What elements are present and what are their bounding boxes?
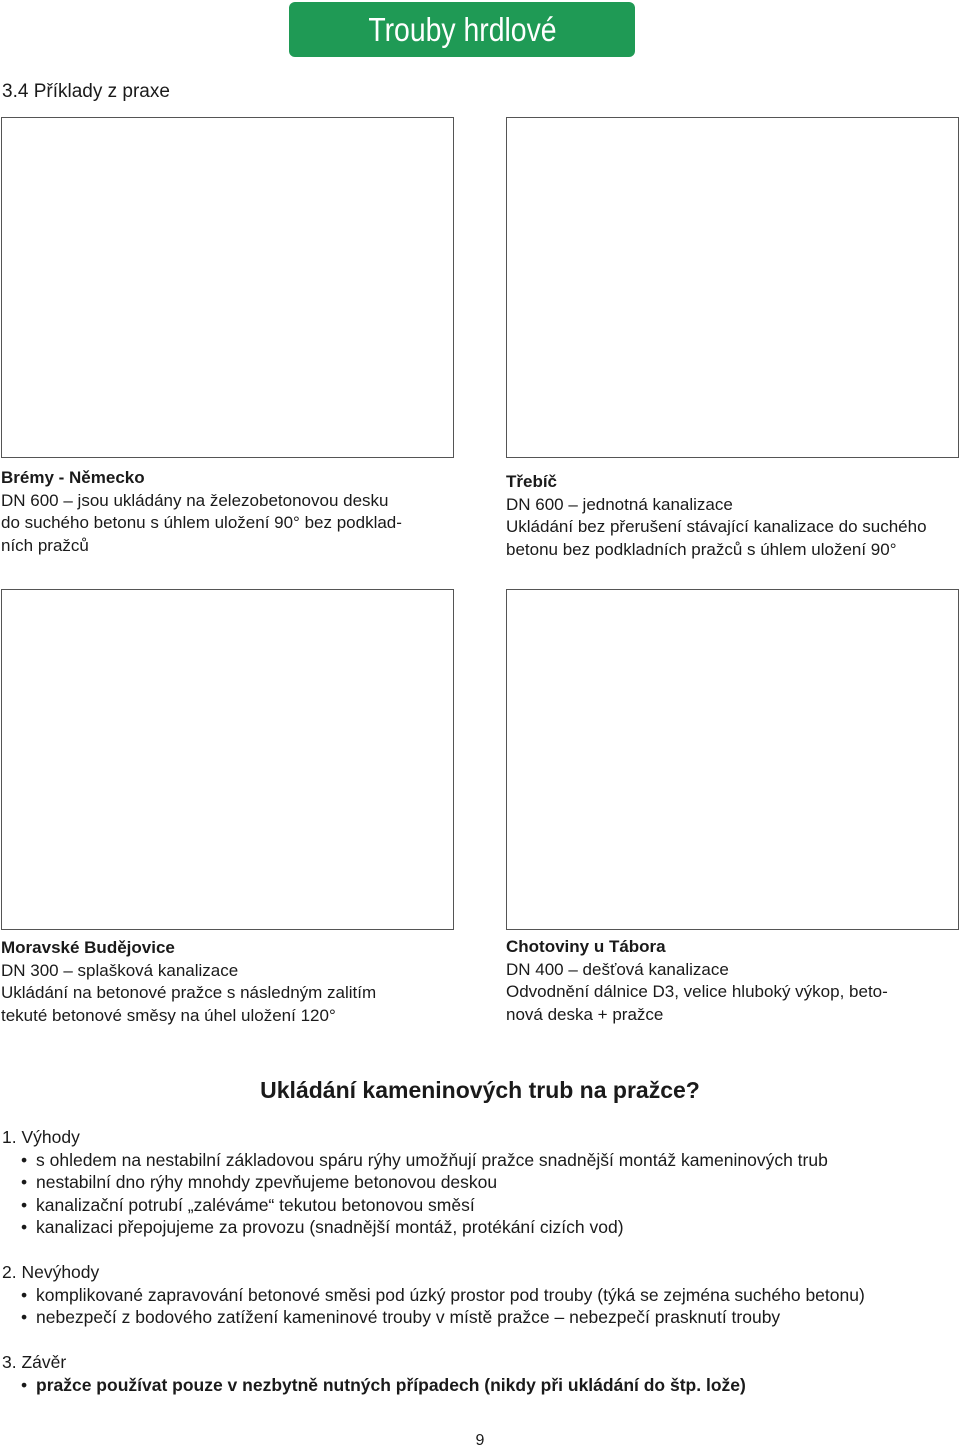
bullet-icon: • — [21, 1149, 28, 1170]
advantages-section — [2, 1126, 828, 1239]
caption-chotoviny — [506, 936, 958, 1026]
caption-title: Třebíč — [506, 472, 558, 491]
caption-line: DN 300 – splašková kanalizace — [1, 960, 239, 980]
list-item-text: komplikované zapravování betonové směsi pod úzký prostor pod trouby (týká se zejména suchého betonu) — [36, 1284, 865, 1305]
conclusion-heading: 3. Závěr — [2, 1352, 67, 1372]
caption-line: DN 600 – jednotná kanalizace — [506, 494, 733, 514]
disadvantages-section — [2, 1261, 865, 1329]
header-title: Trouby hrdlové — [367, 10, 557, 48]
list-item — [2, 1194, 828, 1217]
bullet-icon: • — [21, 1172, 28, 1192]
caption-line: DN 600 – jsou ukládány na železobetonovou desku — [1, 490, 389, 510]
list-item-text: pražce používat pouze v nezbytně nutných případech (nikdy při ukládání do štp. lože) — [36, 1374, 746, 1395]
caption-line: betonu bez podkladních pražců s úhlem uložení 90° — [506, 539, 897, 559]
caption-line: Ukládání na betonové pražce s následným zalitím — [1, 983, 377, 1002]
list-item — [2, 1374, 746, 1397]
bullet-icon: • — [21, 1374, 28, 1395]
caption-line: tekuté betonové směsy na úhel uložení 120° — [1, 1005, 336, 1025]
photo-trebic — [506, 117, 959, 458]
list-item-text: kanalizační potrubí „zaléváme“ tekutou betonovou směsí — [36, 1194, 475, 1215]
bullet-icon: • — [21, 1194, 28, 1215]
caption-trebic — [506, 471, 958, 561]
photo-chotoviny — [506, 589, 959, 930]
list-item — [2, 1306, 865, 1329]
bullet-icon: • — [21, 1307, 28, 1327]
list-item-text: nestabilní dno rýhy mnohdy zpevňujeme betonovou deskou — [36, 1172, 498, 1192]
conclusion-section — [2, 1351, 746, 1396]
header-badge — [289, 2, 635, 57]
caption-line: nová deska + pražce — [506, 1004, 664, 1024]
photo-bremy — [1, 117, 454, 458]
caption-line: do suchého betonu s úhlem uložení 90° bez podklad- — [1, 513, 402, 532]
caption-line: DN 400 – dešťová kanalizace — [506, 959, 729, 979]
section-title: 3.4 Příklady z praxe — [2, 81, 170, 102]
advantages-heading: 1. Výhody — [2, 1127, 80, 1147]
list-item-text: s ohledem na nestabilní základovou spáru rýhy umožňují pražce snadnější montáž kameninových trub — [36, 1149, 828, 1170]
list-item — [2, 1171, 828, 1194]
list-item — [2, 1216, 828, 1239]
main-question: Ukládání kameninových trub na pražce? — [260, 1077, 700, 1103]
bullet-icon: • — [21, 1284, 28, 1305]
caption-title: Chotoviny u Tábora — [506, 937, 666, 956]
caption-line: Odvodnění dálnice D3, velice hluboký výkop, beto- — [506, 982, 888, 1001]
photo-moravske-budejovice — [1, 589, 454, 930]
caption-bremy — [1, 467, 451, 557]
list-item-text: kanalizaci přepojujeme za provozu (snadnější montáž, protékání cizích vod) — [36, 1217, 624, 1237]
page-number: 9 — [475, 1432, 485, 1449]
caption-title: Brémy - Německo — [1, 468, 145, 487]
bullet-icon: • — [21, 1217, 28, 1237]
caption-line: ních pražců — [1, 535, 89, 555]
caption-title: Moravské Budějovice — [1, 938, 175, 957]
list-item — [2, 1284, 865, 1307]
disadvantages-heading: 2. Nevýhody — [2, 1262, 100, 1282]
caption-line: Ukládání bez přerušení stávající kanalizace do suchého — [506, 517, 927, 536]
list-item-text: nebezpečí z bodového zatížení kameninové trouby v místě pražce – nebezpečí prasknutí trouby — [36, 1307, 781, 1327]
caption-moravske-budejovice — [1, 937, 451, 1027]
list-item — [2, 1149, 828, 1172]
